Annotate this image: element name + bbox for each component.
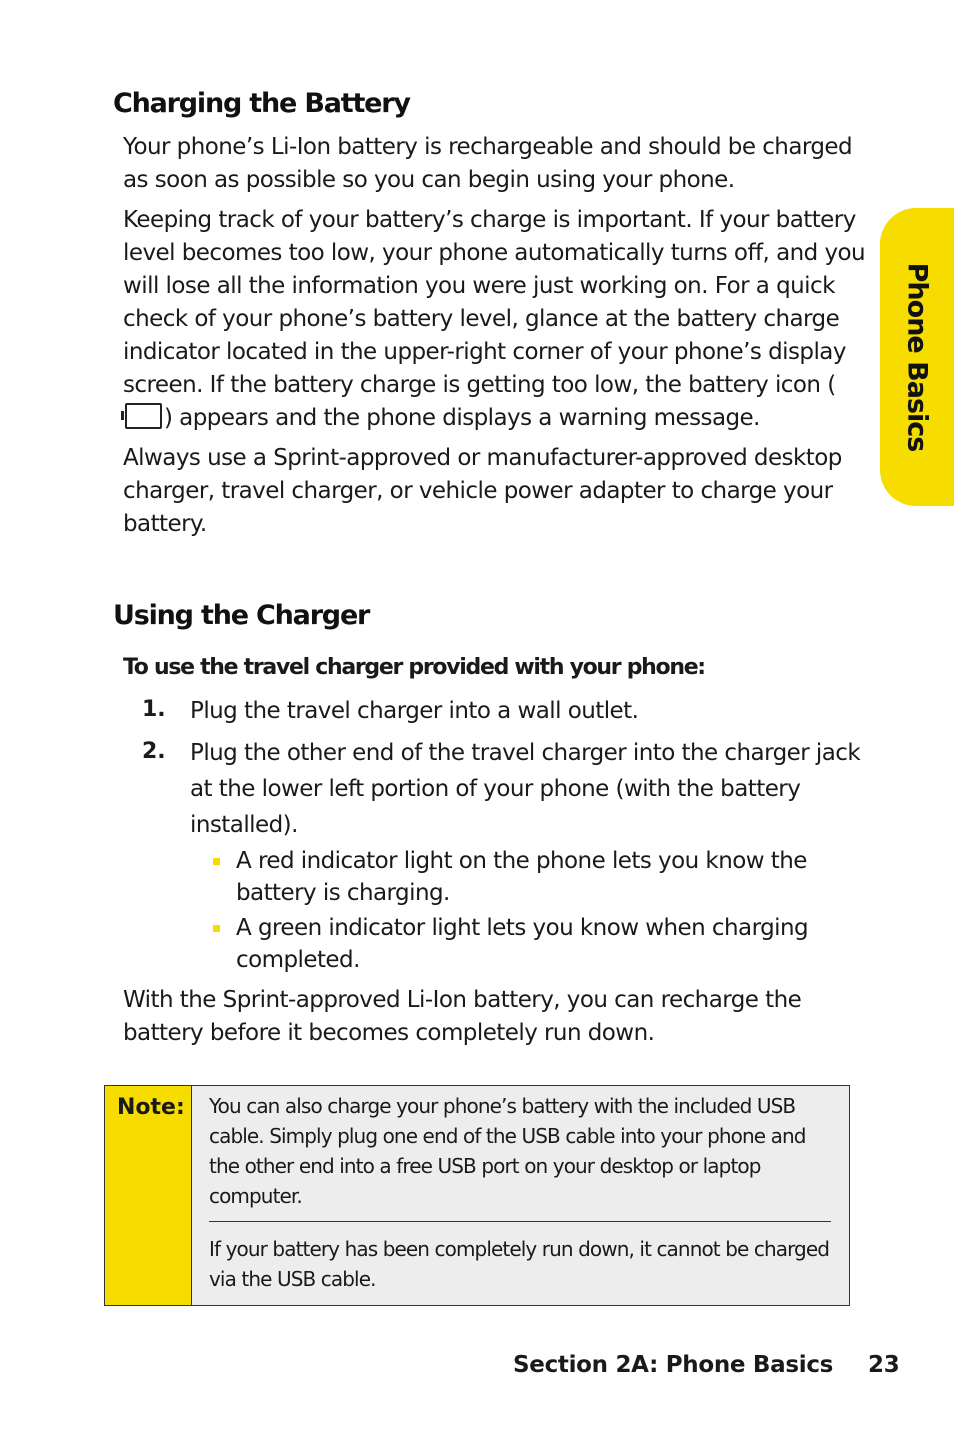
footer-section: Section 2A: Phone Basics [513,1352,834,1378]
charging-paragraph-2-a: Keeping track of your battery’s charge is important. If your battery level becomes too low, your phone automatically turns off, and you will lose all the information you were just working on. For a quick check of your phone’s battery level, glance at the battery charge indicator located in the upper-right corner of your phone’s display screen. If the battery charge is getting too low, the battery icon ( [123,207,866,398]
note-text-1: You can also charge your phone’s battery with the included USB cable. Simply plug one end of the USB cable into your phone and the other end into a free USB port on your desktop or laptop computer. [209,1094,806,1208]
bullet-1-text: A red indicator light on the phone lets you know the battery is charging. [236,848,807,906]
note-label: Note: [117,1095,185,1120]
page-number: 23 [868,1352,900,1378]
bullet-marker [213,858,220,865]
bullet-2-text: A green indicator light lets you know when charging completed. [236,915,809,973]
charging-paragraph-2 [123,204,868,435]
note-box [104,1085,850,1306]
charging-paragraph-2-b: ) appears and the phone displays a warning message. [164,405,760,431]
charging-paragraph-3: Always use a Sprint-approved or manufacturer-approved desktop charger, travel charger, or vehicle power adapter to charge your battery. [123,445,842,537]
procedure-title: To use the travel charger provided with your phone: [123,655,705,680]
section-tab-label: Phone Basics [901,262,933,452]
step-2-number: 2. [142,739,166,764]
bullet-marker [213,925,220,932]
note-divider [209,1221,831,1222]
step-1-text: Plug the travel charger into a wall outlet. [190,698,639,724]
charger-heading: Using the Charger [113,600,370,631]
charging-paragraphs [123,131,868,541]
charger-closing: With the Sprint-approved Li-Ion battery, you can recharge the battery before it becomes completely run down. [123,987,802,1046]
step-2-text: Plug the other end of the travel charger into the charger jack at the lower left portion of your phone (with the battery installed). [190,740,861,838]
section-tab [880,208,954,506]
charging-paragraph-1: Your phone’s Li-Ion battery is rechargeable and should be charged as soon as possible so you can begin using your phone. [123,134,853,193]
step-1-number: 1. [142,697,166,722]
charging-heading: Charging the Battery [113,88,410,119]
note-text-2: If your battery has been completely run down, it cannot be charged via the USB cable. [209,1237,830,1291]
note-label-cell [105,1086,192,1305]
battery-low-icon [125,403,162,429]
